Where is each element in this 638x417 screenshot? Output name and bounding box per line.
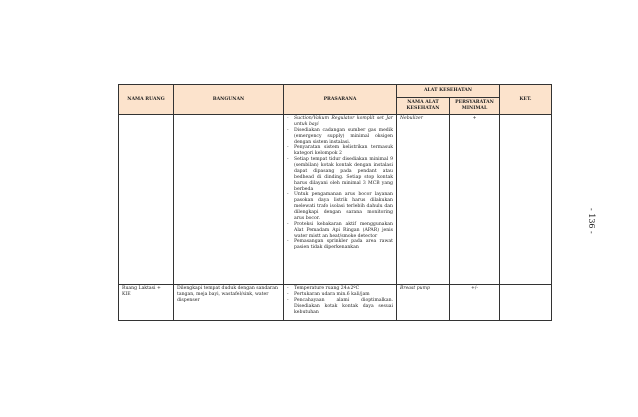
header-alat-kesehatan: ALAT KESEHATAN <box>397 85 500 98</box>
list-item: - Pertukaran udara min.6 kali/jam <box>287 292 393 298</box>
cell-ket <box>500 115 552 285</box>
table-row <box>119 115 552 285</box>
cell-prasarana <box>284 285 397 321</box>
cell-bangunan: Dilengkapi tempat duduk dengan sandaran tangan, meja bayi, wastafel/sink, water dispenser <box>174 285 284 321</box>
list-item: - Setiap tempat tidur disediakan minimal 9 (sembilan) kotak kontak dengan instalasi dapat dipasang pada pendant atau bedhead di dinding. Setiap stop kontak harus dilayani oleh minimal 3 MCB yang berbeda <box>287 157 393 192</box>
cell-nama-alat: Nebulizer <box>397 115 450 285</box>
list-item: - Disediakan cadangan sumber gas medik (emergency supply) minimal oksigen dengan sistem instalasi. <box>287 128 393 146</box>
prasarana-list <box>287 286 393 315</box>
header-prasarana: PRASARANA <box>284 85 397 115</box>
page-number: - 136 - <box>587 208 596 234</box>
cell-prasarana <box>284 115 397 285</box>
header-nama-ruang: NAMA RUANG <box>119 85 174 115</box>
cell-nama-ruang: Ruang Laktasi + KIE <box>119 285 174 321</box>
header-bangunan: BANGUNAN <box>174 85 284 115</box>
cell-bangunan <box>174 115 284 285</box>
cell-persyaratan: +/- <box>450 285 500 321</box>
header-row <box>119 85 552 98</box>
header-ket: KET. <box>500 85 552 115</box>
header-nama-alat: NAMA ALAT KESEHATAN <box>397 98 450 115</box>
table-row <box>119 285 552 321</box>
list-item: - Pemasangan sprinkler pada area rawat pasien tidak diperkenankan <box>287 239 393 251</box>
list-item: - Penyaratan sistem kelistrikan termasuk kategori kelompok 2 <box>287 145 393 157</box>
cell-ket <box>500 285 552 321</box>
header-persyaratan: PERSYARATAN MINIMAL <box>450 98 500 115</box>
cell-persyaratan: + <box>450 115 500 285</box>
list-item: - Proteksi kebakaran aktif menggunakan Alat Pemadam Api Ringan (APAR) jenis water mistt an heat/smoke detector <box>287 222 393 240</box>
list-item: - Pencahayaan alami dioptimalkan. Disediakan kotak kontak daya sesuai kebutuhan <box>287 298 393 316</box>
list-item: - Temperature ruang 24±2ºC <box>287 286 393 292</box>
facility-requirements-table <box>118 84 552 321</box>
cell-nama-alat: Breast pump <box>397 285 450 321</box>
list-item: - Suction/Vakum Regulator komplit set Jar untuk bayi <box>287 116 393 128</box>
list-item: - Untuk pengamanan arus bocor layanan pasokan daya listrik harus dilakukan melewati trafo isolasi terlebih dahulu dan dilengkapi dengan sarana monitoring arus bocor. <box>287 192 393 221</box>
cell-nama-ruang <box>119 115 174 285</box>
prasarana-list <box>287 116 393 251</box>
